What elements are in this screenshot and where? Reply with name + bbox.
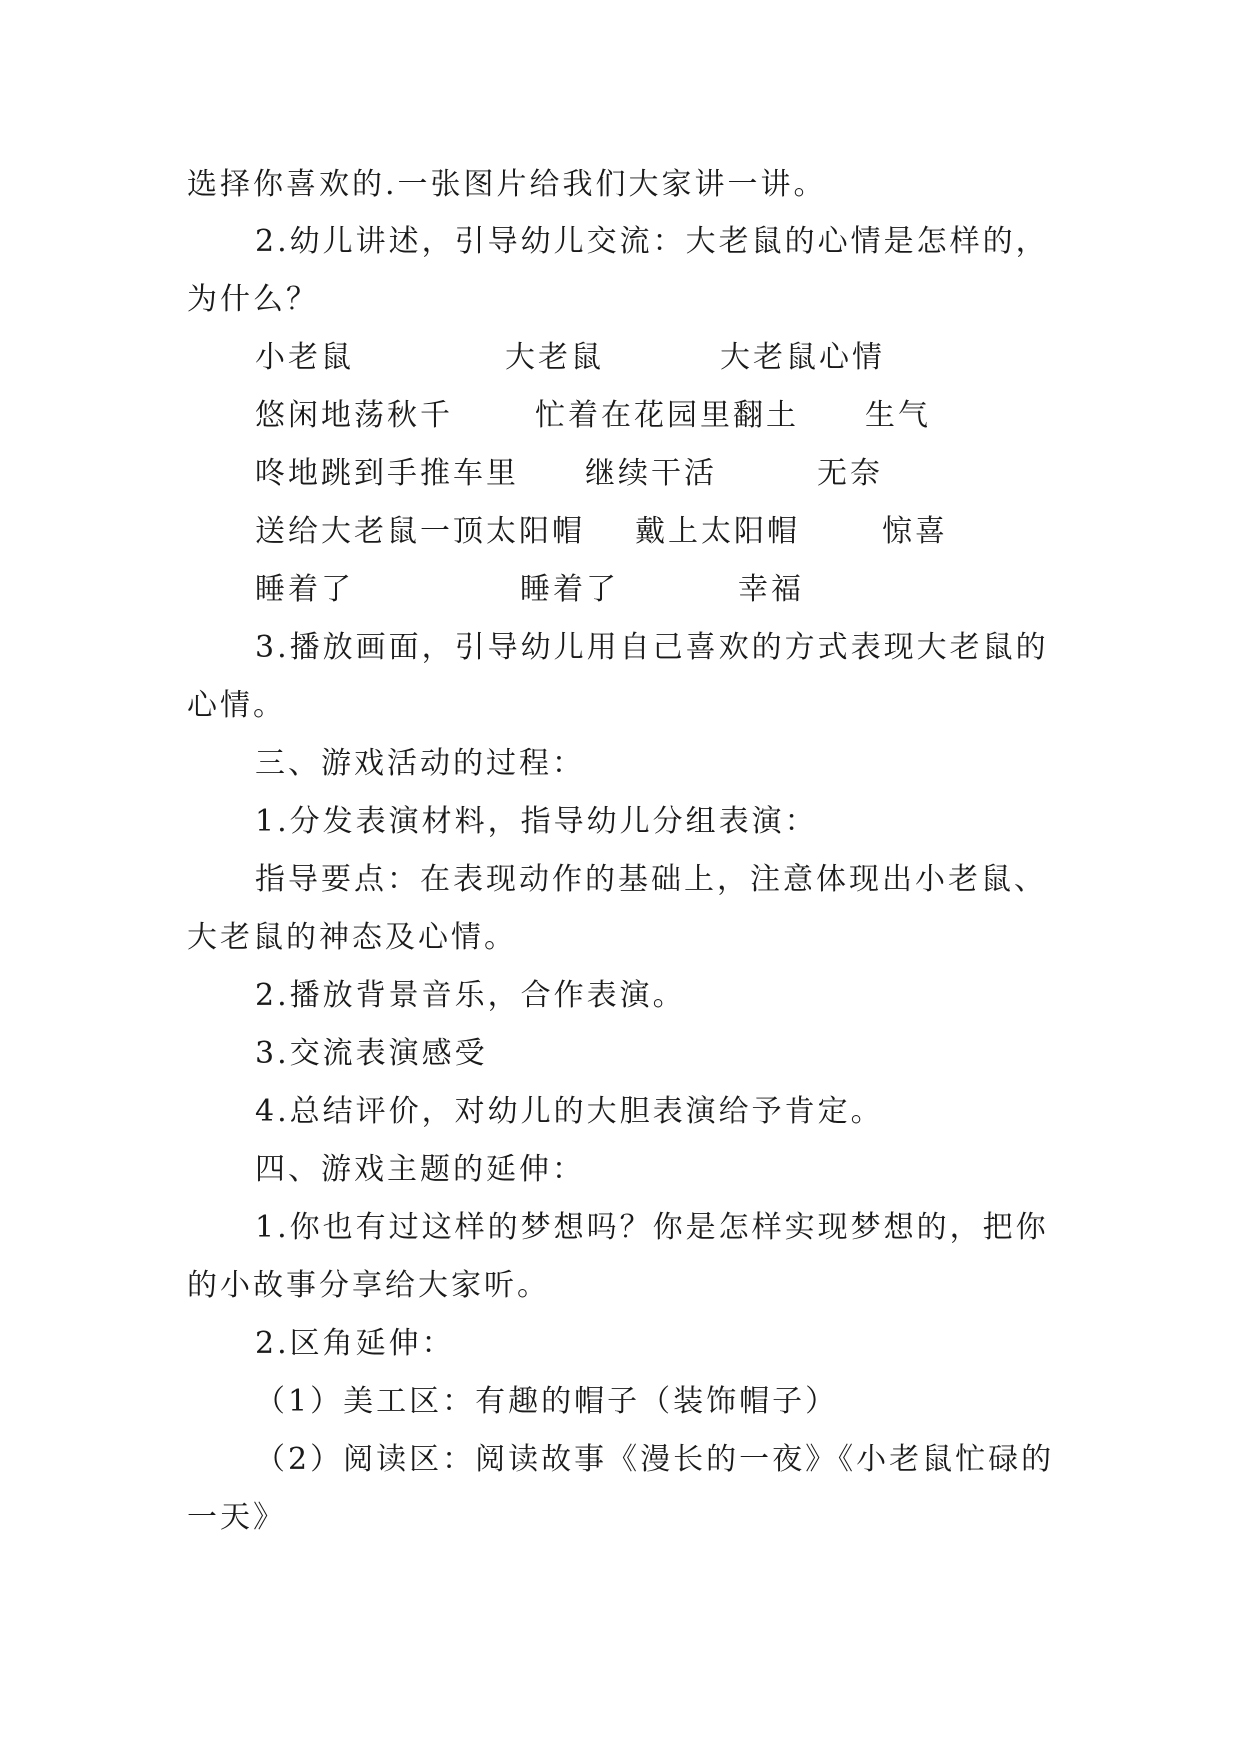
paragraph-line: 大老鼠的神态及心情。 <box>187 920 517 955</box>
paragraph-line: 指导要点：在表现动作的基础上，注意体现出小老鼠、 <box>255 862 1047 897</box>
table-cell: 惊喜 <box>882 514 948 549</box>
table-row <box>255 512 1155 552</box>
paragraph-line: 心情。 <box>187 688 286 723</box>
table-cell: 睡着了 <box>255 572 354 607</box>
paragraph-line: 的小故事分享给大家听。 <box>187 1268 550 1303</box>
paragraph-line: 选择你喜欢的.一张图片给我们大家讲一讲。 <box>187 167 827 202</box>
table-cell: 无奈 <box>817 456 883 491</box>
table-header-cell: 大老鼠 <box>505 340 604 375</box>
table-cell: 悠闲地荡秋千 <box>255 398 453 433</box>
table-cell: 咚地跳到手推车里 <box>255 456 519 491</box>
paragraph-line: 4.总结评价，对幼儿的大胆表演给予肯定。 <box>255 1094 884 1129</box>
paragraph-line: 1.分发表演材料，指导幼儿分组表演： <box>255 804 818 839</box>
section-heading: 四、游戏主题的延伸： <box>255 1152 585 1187</box>
section-heading: 三、游戏活动的过程： <box>255 746 585 781</box>
table-header-cell: 小老鼠 <box>255 340 354 375</box>
paragraph-line: 3.交流表演感受 <box>255 1036 488 1071</box>
paragraph-line: 为什么？ <box>187 282 319 317</box>
table-row <box>255 454 1155 494</box>
paragraph-line: 一天》 <box>187 1500 286 1535</box>
paragraph-line: 3.播放画面，引导幼儿用自己喜欢的方式表现大老鼠的 <box>255 630 1049 665</box>
table-row <box>255 570 1155 610</box>
paragraph-line: 2.幼儿讲述，引导幼儿交流：大老鼠的心情是怎样的， <box>255 224 1049 259</box>
paragraph-line: 1.你也有过这样的梦想吗？你是怎样实现梦想的，把你 <box>255 1210 1049 1245</box>
table-header-row <box>255 338 1155 378</box>
paragraph-line: （1）美工区：有趣的帽子（装饰帽子） <box>255 1384 839 1419</box>
table-cell: 幸福 <box>738 572 804 607</box>
table-cell: 忙着在花园里翻土 <box>535 398 799 433</box>
table-header-cell: 大老鼠心情 <box>720 340 885 375</box>
table-cell: 继续干活 <box>585 456 717 491</box>
table-cell: 生气 <box>865 398 931 433</box>
paragraph-line: 2.播放背景音乐，合作表演。 <box>255 978 686 1013</box>
table-row <box>255 396 1155 436</box>
table-cell: 戴上太阳帽 <box>635 514 800 549</box>
table-cell: 送给大老鼠一顶太阳帽 <box>255 514 585 549</box>
paragraph-line: （2）阅读区：阅读故事《漫长的一夜》《小老鼠忙碌的 <box>255 1442 1055 1477</box>
paragraph-line: 2.区角延伸： <box>255 1326 455 1361</box>
table-cell: 睡着了 <box>520 572 619 607</box>
